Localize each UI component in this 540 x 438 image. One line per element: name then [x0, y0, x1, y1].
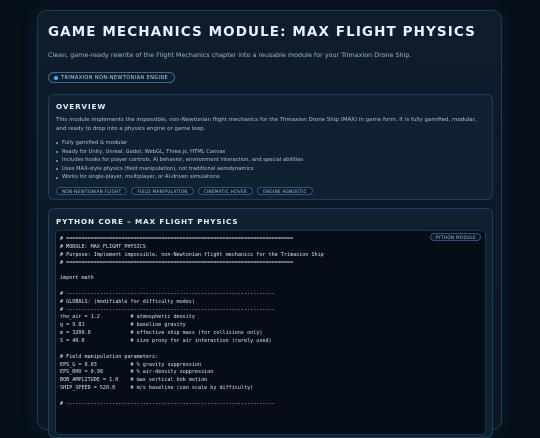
tag-engine-agnostic: ENGINE AGNOSTIC — [257, 187, 313, 195]
code-panel-title: PYTHON CORE – MAX FLIGHT PHYSICS — [56, 217, 239, 226]
code-content: # ========================================================================== # MODULE: MAX_FLIGHT_PHYSICS # Purpose: Implement impossible, non-Newtonian flight mechanics for the Trimaxion Ship # ========================================================================== import math # -------------------------------------------------------------------- # GLOBALS: (modifiable for difficulty modes) # -------------------------------------------------------------------- rho_air = 1.2 # atmospheric density g = 9.81 # baseline gravity m = 3200.0 # effective ship mass (for collisions only) S = 40.0 # size proxy for air interaction (rarely used) # Field manipulation parameters: EPS_G = 0.03 # % gravity suppression EPS_RHO = 0.98 # % air-density suppression BOB_AMPLITUDE = 1.0 # max vertical bob motion SHIP_SPEED = 520.0 # m/s baseline (can scale by difficulty) # -------------------------------------------------------------------- — [60, 236, 324, 407]
feature-list — [56, 139, 303, 182]
tag-row — [56, 187, 313, 195]
python-module-badge: PYTHON MODULE — [430, 233, 481, 241]
engine-badge — [48, 72, 175, 83]
list-item: Includes hooks for player controls, AI behavior, environment interaction, and special abilities — [56, 156, 303, 165]
overview-description: This module implements the impossible, non-Newtonian flight mechanics for the Trimaxion Drone Ship (MAX) in game form. It is fully gamified, modular, and ready to drop into a physics engine or game loop. — [56, 117, 477, 132]
engine-badge-label: TRIMAXION NON-NEWTONIAN ENGINE — [61, 74, 169, 81]
list-item: Works for single-player, multiplayer, or AI-driven simulations — [56, 173, 303, 182]
code-panel — [48, 208, 493, 438]
page-subtitle: Clean, game-ready rewrite of the Flight Mechanics chapter into a reusable module for your Trimaxion Drone Ship. — [48, 51, 412, 59]
tag-cinematic-hover: CINEMATIC HOVER — [198, 187, 253, 195]
tag-non-newtonian-flight: NON-NEWTONIAN FLIGHT — [56, 187, 127, 195]
page-title: GAME MECHANICS MODULE: MAX FLIGHT PHYSICS — [48, 24, 476, 40]
tag-field-manipulation: FIELD MANIPULATION — [131, 187, 193, 195]
list-item: Fully gamified & modular — [56, 139, 303, 148]
list-item: Uses MAX-style physics (field manipulation), not traditional aerodynamics — [56, 165, 303, 174]
overview-title: OVERVIEW — [56, 102, 107, 111]
module-card — [37, 10, 502, 430]
overview-panel — [48, 94, 493, 200]
code-block[interactable] — [55, 230, 486, 435]
list-item: Ready for Unity, Unreal, Godot, WebGL, Three.js, HTML Canvas — [56, 148, 303, 157]
status-dot-icon — [54, 76, 58, 80]
